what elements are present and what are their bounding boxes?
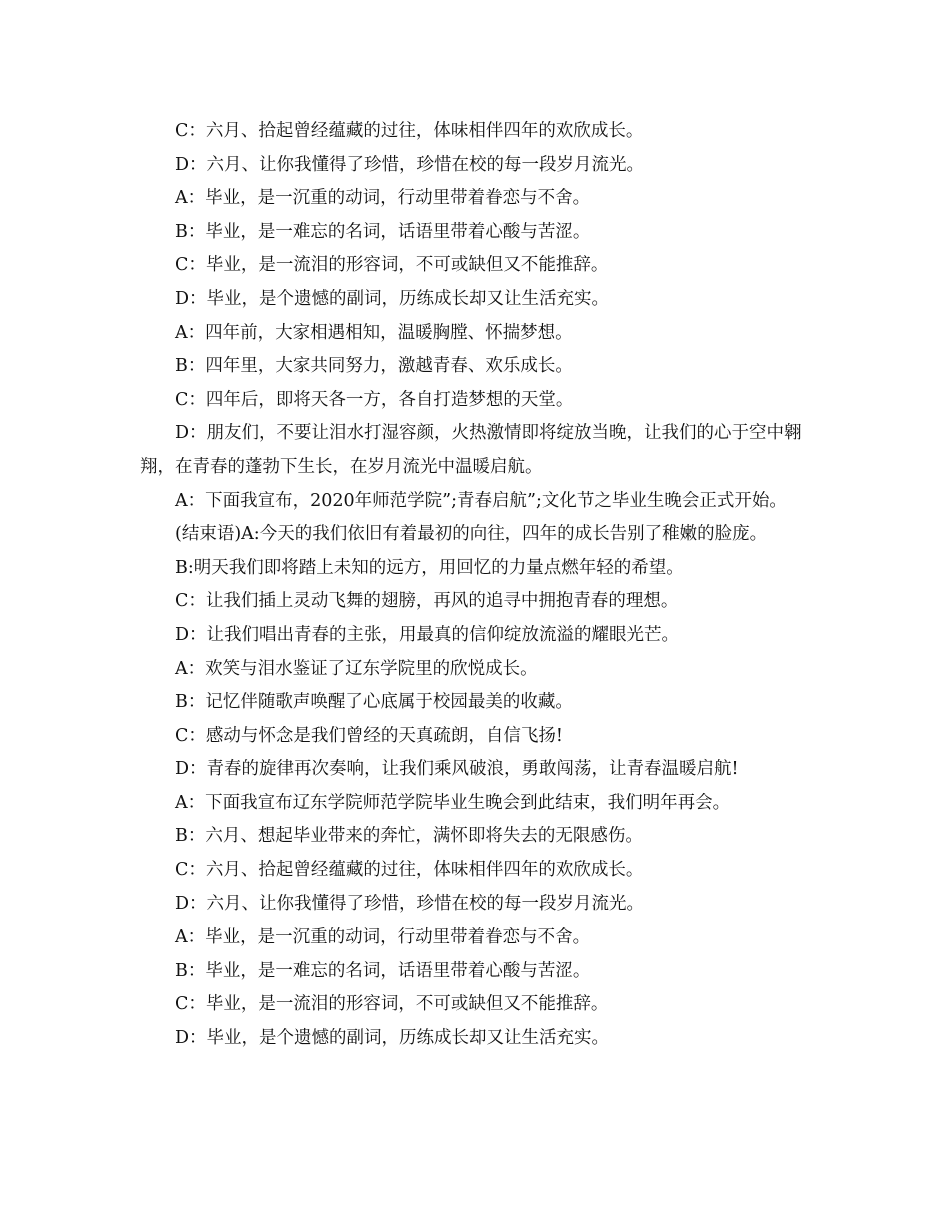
- paragraph: (结束语)A:今天的我们依旧有着最初的向往，四年的成长告别了稚嫩的脸庞。: [175, 524, 768, 545]
- paragraph: D：让我们唱出青春的主张，用最真的信仰绽放流溢的耀眼光芒。: [175, 624, 680, 645]
- paragraph: D：青春的旋律再次奏响，让我们乘风破浪，勇敢闯荡，让青春温暖启航!: [175, 759, 739, 780]
- paragraph: B：四年里，大家共同努力，激越青春、欢乐成长。: [175, 356, 573, 377]
- paragraph: B：六月、想起毕业带来的奔忙，满怀即将失去的无限感伤。: [175, 826, 643, 847]
- paragraph: D：毕业，是个遗憾的副词，历练成长却又让生活充实。: [175, 288, 610, 309]
- paragraph: A：毕业，是一沉重的动词，行动里带着眷恋与不舍。: [175, 927, 591, 948]
- paragraph: A：欢笑与泪水鉴证了辽东学院里的欣悦成长。: [175, 658, 538, 679]
- paragraph: A：毕业，是一沉重的动词，行动里带着眷恋与不舍。: [175, 188, 591, 209]
- paragraph: C：六月、拾起曾经蕴藏的过往，体味相伴四年的欢欣成长。: [175, 860, 644, 881]
- paragraph: B：毕业，是一难忘的名词，话语里带着心酸与苦涩。: [175, 221, 591, 242]
- paragraph: C：毕业，是一流泪的形容词，不可或缺但又不能推辞。: [175, 994, 609, 1015]
- paragraph: A：四年前，大家相遇相知，温暖胸膛、怀揣梦想。: [175, 322, 573, 343]
- paragraph: B：毕业，是一难忘的名词，话语里带着心酸与苦涩。: [175, 960, 591, 981]
- paragraph: B:明天我们即将踏上未知的远方，用回忆的力量点燃年轻的希望。: [175, 557, 684, 578]
- paragraph: A：下面我宣布，2020年师范学院”;青春启航”;文化节之毕业生晚会正式开始。: [175, 490, 787, 511]
- paragraph: D：六月、让你我懂得了珍惜，珍惜在校的每一段岁月流光。: [175, 154, 645, 175]
- document-body: [140, 115, 815, 1056]
- paragraph: C：让我们插上灵动飞舞的翅膀，再风的追寻中拥抱青春的理想。: [175, 591, 679, 612]
- paragraph: D：朋友们，不要让泪水打湿容颜，火热激情即将绽放当晚，让我们的心于空中翱翔，在青春的蓬勃下生长，在岁月流光中温暖启航。: [140, 423, 802, 477]
- paragraph: D：六月、让你我懂得了珍惜，珍惜在校的每一段岁月流光。: [175, 893, 645, 914]
- paragraph: B：记忆伴随歌声唤醒了心底属于校园最美的收藏。: [175, 692, 573, 713]
- paragraph: A：下面我宣布辽东学院师范学院毕业生晚会到此结束，我们明年再会。: [175, 792, 731, 813]
- paragraph: C：四年后，即将天各一方，各自打造梦想的天堂。: [175, 389, 574, 410]
- paragraph: C：毕业，是一流泪的形容词，不可或缺但又不能推辞。: [175, 255, 609, 276]
- paragraph: C：感动与怀念是我们曾经的天真疏朗，自信飞扬!: [175, 725, 563, 746]
- paragraph: D：毕业，是个遗憾的副词，历练成长却又让生活充实。: [175, 1028, 610, 1049]
- paragraph: C：六月、拾起曾经蕴藏的过往，体味相伴四年的欢欣成长。: [175, 121, 644, 141]
